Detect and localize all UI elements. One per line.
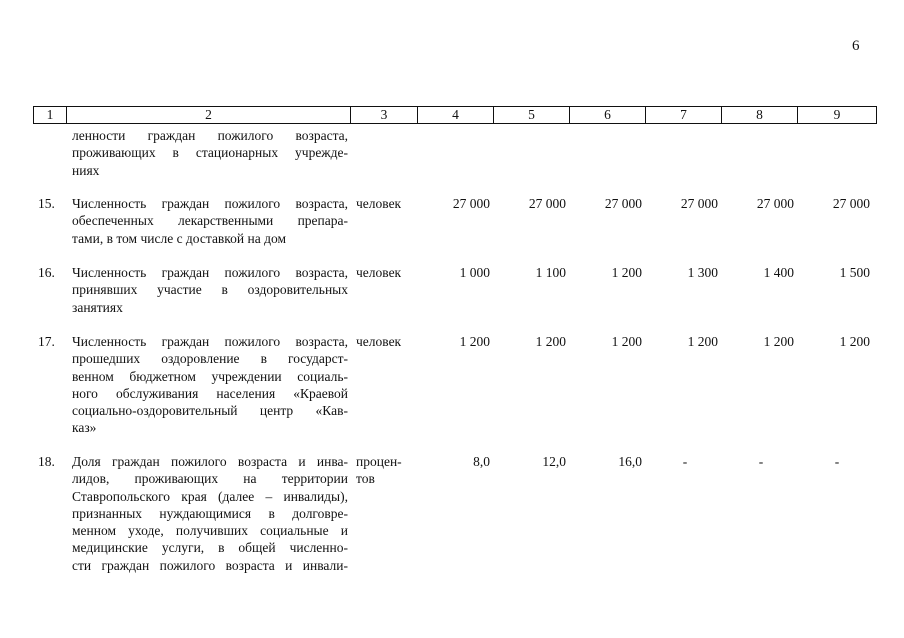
text-line: тами, в том числе с доставкой на дом [72,230,287,246]
row-unit [356,453,416,488]
unit-line: процен- [356,454,402,469]
text-line: Доля граждан пожилого возраста и инва- [72,454,348,469]
value-col-7: 27 000 [680,196,718,211]
text-line: прошедших оздоровление в государст- [72,351,348,367]
header-col-9: 9 [798,107,877,124]
text-line: менном уходе, получивших социальные и [72,523,348,539]
header-col-5: 5 [494,107,570,124]
row-number: 18. [38,454,55,469]
value-col-4: 8,0 [473,454,490,469]
text-line: социально-оздоровительный центр «Кав- [72,403,348,419]
text-line: занятиях [72,299,123,315]
text-line: признанных нуждающимися в долговре- [72,505,348,521]
value-col-9: - [834,454,840,469]
value-col-8: 27 000 [756,196,794,211]
value-col-7: 1 200 [687,334,718,349]
text-line: принявших участие в оздоровительных [72,282,348,298]
text-line: лидов, проживающих на территории [72,471,348,487]
header-col-6: 6 [570,107,646,124]
text-line: медицинские услуги, в общей численно- [72,540,348,556]
row-description [72,195,348,247]
text-line: Численность граждан пожилого возраста, [72,334,348,349]
value-col-7: 1 300 [687,265,718,280]
text-line: Численность граждан пожилого возраста, [72,265,348,280]
column-number-header [33,106,877,124]
text-line: ниях [72,162,100,178]
value-col-6: 1 200 [611,334,642,349]
row-unit [356,264,416,281]
row-number: 17. [38,334,55,349]
unit-line: человек [356,334,402,349]
header-col-7: 7 [646,107,722,124]
value-col-8: - [758,454,764,469]
header-col-3: 3 [351,107,418,124]
value-col-8: 1 200 [763,334,794,349]
text-line: венном бюджетном учреждении социаль- [72,368,348,384]
value-col-5: 12,0 [542,454,566,469]
value-col-9: 1 200 [839,334,870,349]
value-col-4: 1 000 [459,265,490,280]
value-col-9: 1 500 [839,265,870,280]
value-col-7: - [682,454,688,469]
row-number: 16. [38,265,55,280]
text-line: Численность граждан пожилого возраста, [72,196,348,211]
row-description [72,333,348,437]
value-col-6: 27 000 [604,196,642,211]
text-line: ного обслуживания населения «Краевой [72,385,348,401]
header-col-1: 1 [34,107,67,124]
value-col-4: 27 000 [452,196,490,211]
row-description [72,264,348,316]
row-unit [356,333,416,350]
value-col-5: 1 200 [535,334,566,349]
text-line: обеспеченных лекарственными препара- [72,213,348,229]
header-col-2: 2 [67,107,351,124]
row-number: 15. [38,196,55,211]
value-col-5: 27 000 [528,196,566,211]
text-line: проживающих в стационарных учрежде- [72,145,348,161]
text-line: каз» [72,420,97,436]
row-description [72,453,348,574]
value-col-5: 1 100 [535,265,566,280]
text-line: ленности граждан пожилого возраста, [72,128,348,143]
unit-line: человек [356,196,402,211]
continuation-description [72,127,348,179]
text-line: сти граждан пожилого возраста и инвали- [72,557,348,573]
unit-line: тов [356,471,375,487]
text-line: Ставропольского края (далее – инвалиды), [72,488,348,504]
value-col-6: 16,0 [618,454,642,469]
page-number: 6 [852,38,860,54]
value-col-6: 1 200 [611,265,642,280]
header-col-4: 4 [418,107,494,124]
value-col-9: 27 000 [832,196,870,211]
row-unit [356,195,416,212]
unit-line: человек [356,265,402,280]
header-col-8: 8 [722,107,798,124]
value-col-4: 1 200 [459,334,490,349]
value-col-8: 1 400 [763,265,794,280]
